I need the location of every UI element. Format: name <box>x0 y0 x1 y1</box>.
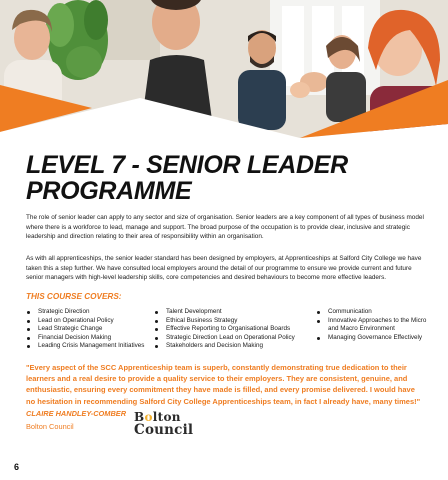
list-item: Ethical Business Strategy <box>154 317 314 326</box>
list-item: Talent Development <box>154 308 314 317</box>
testimonial-organisation: Bolton Council <box>26 422 74 431</box>
title-line-1: LEVEL 7 - SENIOR LEADER <box>26 151 348 179</box>
page-title <box>26 152 426 204</box>
logo-line-2: Council <box>134 422 194 438</box>
list-item: Leading Crisis Management Initiatives <box>26 342 150 351</box>
list-item: Communication <box>316 308 428 317</box>
list-item: Managing Governance Effectively <box>316 334 428 343</box>
testimonial-author: CLAIRE HANDLEY-COMBER <box>26 409 127 418</box>
covers-column-3 <box>316 308 428 342</box>
list-item: Stakeholders and Decision Making <box>154 342 314 351</box>
covers-column-2 <box>154 308 314 351</box>
covers-list <box>26 308 426 356</box>
hero-illustration <box>0 0 448 150</box>
covers-heading: THIS COURSE COVERS: <box>26 292 122 301</box>
covers-column-1 <box>26 308 150 351</box>
list-item: Strategic Direction Lead on Operational Policy <box>154 334 314 343</box>
testimonial-quote: "Every aspect of the SCC Apprenticeship team is superb, constantly demonstrating true dedication to their learners and a real desire to provide a quality service to their employers. They are consistent, genuine, and enthusiastic, ensuring every commitment they have made is filled, and every promise delivered. I would have no hesitation in recommending Salford City College Apprenticeships team, in fact I already have, many times!" <box>26 363 421 406</box>
logo-letter-b: B <box>134 410 145 424</box>
consultation-paragraph: As with all apprenticeships, the senior leader standard has been designed by employers, at Apprenticeships at Salford City College we have taken this a step further. We have consulted local employers around the detail of our programme to ensure we provide current and future senior managers with high-level leadership skills, core competencies and desired behaviours to become more effective leaders. <box>26 255 422 282</box>
logo-letters-lton: lton <box>152 410 181 424</box>
page-number: 6 <box>14 462 20 472</box>
list-item: Financial Decision Making <box>26 334 150 343</box>
logo-letter-o: o <box>144 410 153 424</box>
intro-paragraph: The role of senior leader can apply to any sector and size of organisation. Senior leaders are a key component of all types of business model where there is a workforce to lead, manage and support. The broad purpose of the occupation is to provide clear, inclusive and strategic leadership and direction relating to their area of responsibility within an organisation. <box>26 214 424 241</box>
list-item: Effective Reporting to Organisational Boards <box>154 325 314 334</box>
title-line-2: PROGRAMME <box>26 177 192 205</box>
hero-photo <box>0 0 448 150</box>
list-item: Strategic Direction <box>26 308 150 317</box>
list-item: Lead Strategic Change <box>26 325 150 334</box>
list-item: Innovative Approaches to the Micro and Macro Environment <box>316 317 428 334</box>
list-item: Lead on Operational Policy <box>26 317 150 326</box>
bolton-council-logo <box>134 410 194 439</box>
